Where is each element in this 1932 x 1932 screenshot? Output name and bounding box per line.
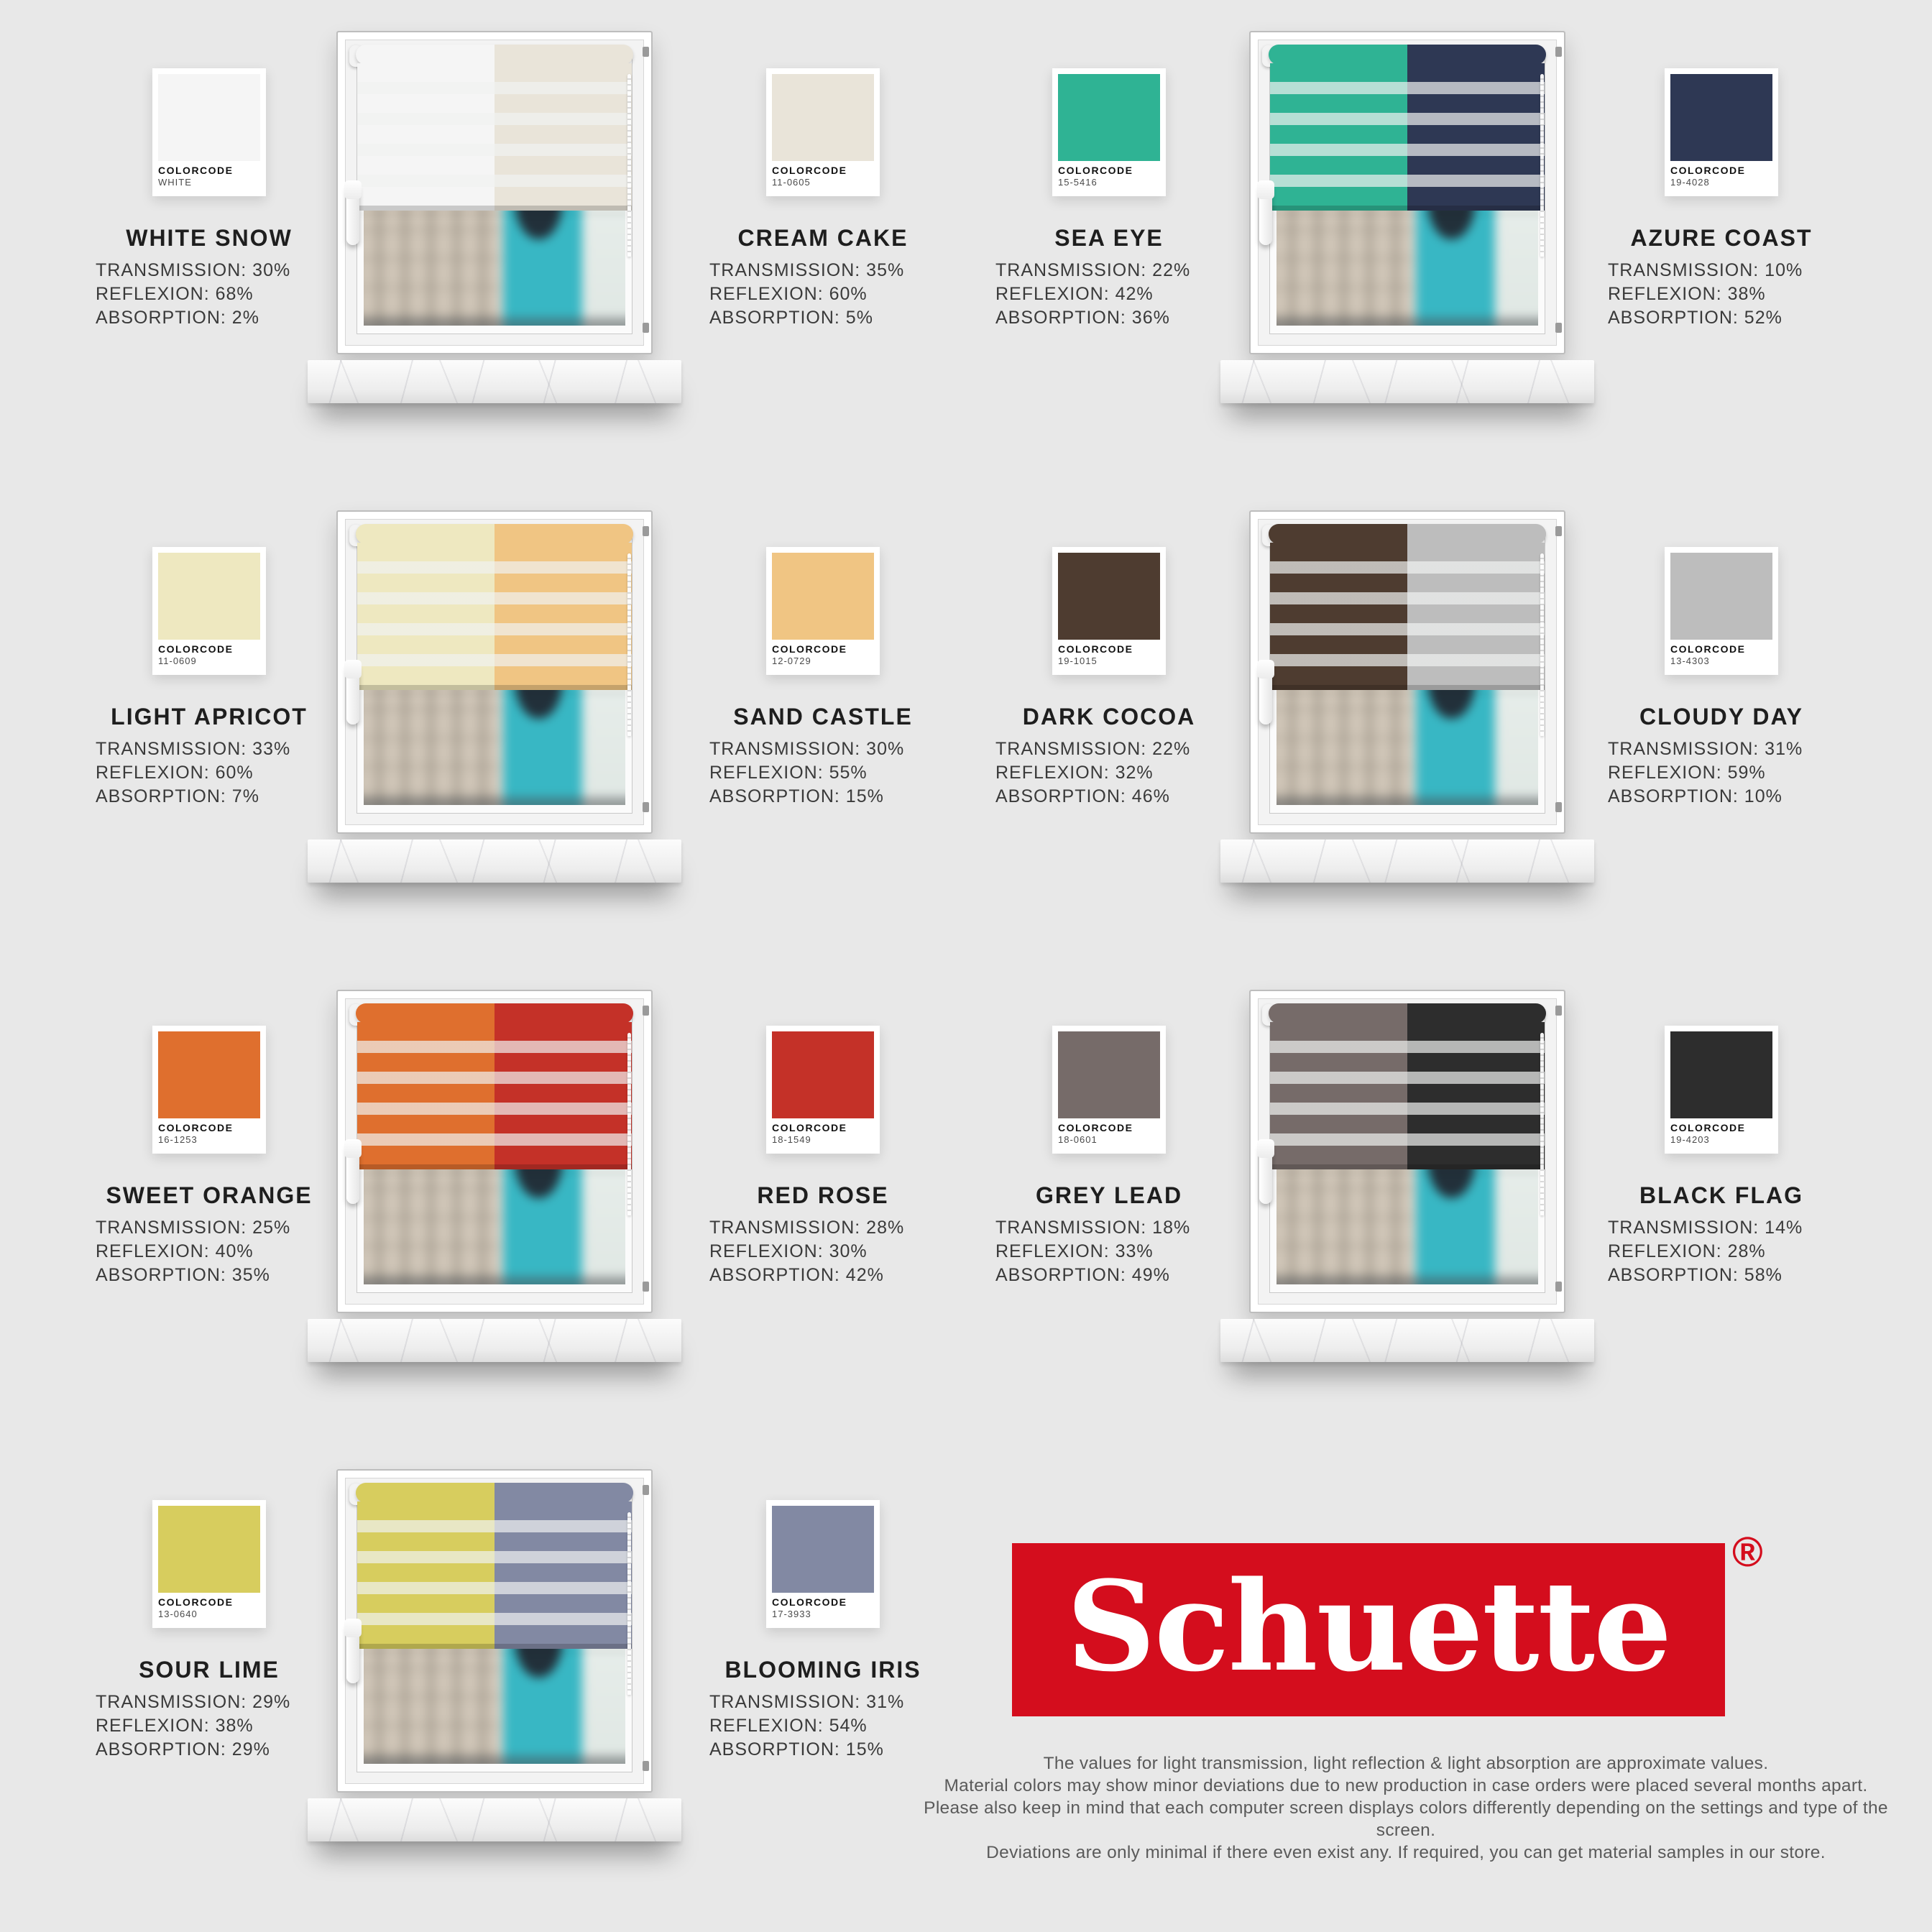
window-preview — [1249, 31, 1565, 354]
color-stats — [994, 1216, 1224, 1287]
stat-reflexion: REFLEXION: 60% — [709, 284, 868, 304]
disclaimer-line: Material colors may show minor deviations due to new production in case orders were placed several months apart. — [944, 1776, 1868, 1795]
blind-chain — [627, 1033, 631, 1216]
colorcode-value: 17-3933 — [772, 1609, 811, 1619]
color-block-grey-lead — [994, 1026, 1224, 1287]
color-block-sea-eye — [994, 68, 1224, 330]
color-swatch — [158, 553, 260, 640]
stat-transmission: TRANSMISSION: 22% — [995, 260, 1191, 280]
stat-reflexion: REFLEXION: 33% — [995, 1241, 1154, 1261]
color-name: SAND CASTLE — [733, 704, 913, 730]
color-swatch — [772, 553, 874, 640]
stat-absorption: ABSORPTION: 15% — [709, 1739, 884, 1760]
color-block-sand-castle — [708, 547, 938, 809]
color-swatch — [1058, 1031, 1160, 1118]
color-block-black-flag — [1606, 1026, 1836, 1287]
blind-roll — [356, 1003, 633, 1024]
color-name: SWEET ORANGE — [106, 1182, 313, 1208]
blind-bottom-bar — [357, 685, 632, 690]
blind-bottom-bar — [357, 1164, 632, 1169]
stat-reflexion: REFLEXION: 28% — [1608, 1241, 1766, 1261]
colorcode-value: 16-1253 — [158, 1134, 198, 1145]
color-swatch — [772, 1506, 874, 1593]
colorcode-value: 13-0640 — [158, 1609, 198, 1619]
color-card — [152, 1026, 266, 1154]
disclaimer-line: The values for light transmission, light reflection & light absorption are approximate values. — [1043, 1754, 1769, 1773]
duo-roller-blind — [1269, 524, 1546, 690]
color-card — [766, 68, 880, 196]
stat-absorption: ABSORPTION: 36% — [995, 308, 1170, 328]
stat-transmission: TRANSMISSION: 25% — [96, 1218, 291, 1238]
blind-bottom-bar — [357, 1644, 632, 1649]
marble-sill — [308, 840, 681, 883]
stat-reflexion: REFLEXION: 68% — [96, 284, 254, 304]
blind-fabric — [357, 543, 632, 685]
color-name: RED ROSE — [757, 1182, 889, 1208]
colorcode-label: COLORCODE — [158, 643, 234, 655]
marble-sill — [308, 1319, 681, 1362]
color-block-white-snow — [94, 68, 324, 330]
stat-reflexion: REFLEXION: 30% — [709, 1241, 868, 1261]
marble-sill — [308, 360, 681, 403]
color-swatch — [772, 74, 874, 161]
blind-roll — [356, 524, 633, 544]
window-hinge — [1555, 526, 1562, 536]
blind-fabric — [1270, 1022, 1545, 1164]
duo-roller-blind — [356, 45, 633, 211]
stat-absorption: ABSORPTION: 46% — [995, 786, 1170, 806]
color-card — [152, 68, 266, 196]
stat-absorption: ABSORPTION: 15% — [709, 786, 884, 806]
color-name: SOUR LIME — [139, 1657, 280, 1683]
blind-roll — [1269, 45, 1546, 65]
window-preview — [336, 31, 653, 354]
colorcode-value: 11-0605 — [772, 177, 811, 188]
stat-reflexion: REFLEXION: 54% — [709, 1716, 868, 1736]
blind-chain — [1540, 74, 1544, 257]
stat-reflexion: REFLEXION: 59% — [1608, 763, 1766, 783]
color-card — [1052, 68, 1166, 196]
stat-transmission: TRANSMISSION: 35% — [709, 260, 905, 280]
duo-roller-blind — [1269, 45, 1546, 211]
duo-roller-blind — [1269, 1003, 1546, 1169]
stat-transmission: TRANSMISSION: 14% — [1608, 1218, 1803, 1238]
color-card — [1665, 547, 1778, 675]
blind-bottom-bar — [1270, 206, 1545, 211]
blind-roll — [1269, 1003, 1546, 1024]
color-name: AZURE COAST — [1630, 225, 1813, 251]
color-stats — [1606, 259, 1836, 330]
stat-absorption: ABSORPTION: 42% — [709, 1265, 884, 1285]
blind-fabric — [357, 1501, 632, 1644]
stat-absorption: ABSORPTION: 35% — [96, 1265, 270, 1285]
window-hinge — [643, 323, 649, 333]
color-block-dark-cocoa — [994, 547, 1224, 809]
colorcode-label: COLORCODE — [772, 643, 847, 655]
window-preview — [336, 1469, 653, 1793]
blind-chain — [627, 553, 631, 737]
stat-reflexion: REFLEXION: 42% — [995, 284, 1154, 304]
color-name: CLOUDY DAY — [1639, 704, 1804, 730]
blind-fabric — [357, 1022, 632, 1164]
blind-chain — [627, 1512, 631, 1696]
colorcode-label: COLORCODE — [772, 1122, 847, 1133]
window-preview — [1249, 510, 1565, 834]
blind-roll — [356, 1483, 633, 1503]
window-hinge — [1555, 1006, 1562, 1016]
colorcode-value: 19-4203 — [1670, 1134, 1710, 1145]
color-stats — [1606, 737, 1836, 809]
blind-chain — [1540, 553, 1544, 737]
window-handle — [1259, 663, 1272, 724]
colorcode-label: COLORCODE — [1670, 643, 1746, 655]
window-hinge — [643, 1485, 649, 1495]
color-card — [152, 547, 266, 675]
color-block-red-rose — [708, 1026, 938, 1287]
window-preview — [1249, 990, 1565, 1313]
blind-bottom-bar — [1270, 1164, 1545, 1169]
window-hinge — [643, 802, 649, 812]
window-hinge — [643, 1282, 649, 1292]
stat-reflexion: REFLEXION: 32% — [995, 763, 1154, 783]
window-hinge — [643, 1761, 649, 1771]
colorcode-value: 18-0601 — [1058, 1134, 1098, 1145]
stat-transmission: TRANSMISSION: 29% — [96, 1692, 291, 1712]
colorcode-label: COLORCODE — [158, 165, 234, 176]
color-swatch — [1670, 74, 1772, 161]
color-name: GREY LEAD — [1035, 1182, 1183, 1208]
color-block-blooming-iris — [708, 1500, 938, 1762]
colorcode-label: COLORCODE — [158, 1122, 234, 1133]
window-hinge — [1555, 1282, 1562, 1292]
stat-absorption: ABSORPTION: 49% — [995, 1265, 1170, 1285]
stat-absorption: ABSORPTION: 58% — [1608, 1265, 1782, 1285]
color-block-cloudy-day — [1606, 547, 1836, 809]
blind-fabric — [357, 63, 632, 206]
colorcode-value: 19-4028 — [1670, 177, 1710, 188]
window-hinge — [643, 526, 649, 536]
blind-chain — [1540, 1033, 1544, 1216]
stat-reflexion: REFLEXION: 40% — [96, 1241, 254, 1261]
window-handle — [1259, 1142, 1272, 1204]
color-block-sweet-orange — [94, 1026, 324, 1287]
color-stats — [994, 737, 1224, 809]
color-swatch — [158, 74, 260, 161]
stat-transmission: TRANSMISSION: 30% — [96, 260, 291, 280]
color-card — [766, 1500, 880, 1628]
colorcode-value: 15-5416 — [1058, 177, 1098, 188]
color-stats — [708, 1216, 938, 1287]
color-swatch — [1058, 74, 1160, 161]
stat-transmission: TRANSMISSION: 18% — [995, 1218, 1191, 1238]
colorcode-label: COLORCODE — [158, 1596, 234, 1608]
stat-absorption: ABSORPTION: 5% — [709, 308, 873, 328]
colorcode-value: WHITE — [158, 177, 192, 188]
stat-absorption: ABSORPTION: 29% — [96, 1739, 270, 1760]
color-stats — [94, 1216, 324, 1287]
marble-sill — [308, 1798, 681, 1841]
window-hinge — [1555, 802, 1562, 812]
color-card — [152, 1500, 266, 1628]
color-card — [1665, 68, 1778, 196]
color-name: BLACK FLAG — [1639, 1182, 1803, 1208]
color-swatch — [1670, 553, 1772, 640]
stat-transmission: TRANSMISSION: 33% — [96, 739, 291, 759]
color-card — [766, 547, 880, 675]
color-name: BLOOMING IRIS — [724, 1657, 921, 1683]
blind-roll — [1269, 524, 1546, 544]
duo-roller-blind — [356, 524, 633, 690]
color-stats — [994, 259, 1224, 330]
stat-transmission: TRANSMISSION: 31% — [1608, 739, 1803, 759]
disclaimer-line: Deviations are only minimal if there even exist any. If required, you can get material samples in our store. — [986, 1843, 1826, 1862]
window-hinge — [1555, 323, 1562, 333]
color-name: CREAM CAKE — [737, 225, 908, 251]
colorcode-label: COLORCODE — [1670, 1122, 1746, 1133]
stat-reflexion: REFLEXION: 60% — [96, 763, 254, 783]
color-block-azure-coast — [1606, 68, 1836, 330]
colorcode-value: 13-4303 — [1670, 656, 1710, 666]
color-block-sour-lime — [94, 1500, 324, 1762]
stat-absorption: ABSORPTION: 2% — [96, 308, 259, 328]
colorcode-value: 11-0609 — [158, 656, 197, 666]
color-swatch — [158, 1031, 260, 1118]
window-hinge — [643, 47, 649, 57]
color-name: LIGHT APRICOT — [111, 704, 308, 730]
color-swatch — [158, 1506, 260, 1593]
colorcode-value: 12-0729 — [772, 656, 811, 666]
color-stats — [708, 1690, 938, 1762]
window-handle — [346, 1142, 359, 1204]
colorcode-label: COLORCODE — [772, 1596, 847, 1608]
color-block-light-apricot — [94, 547, 324, 809]
color-card — [1052, 1026, 1166, 1154]
disclaimer-line: Please also keep in mind that each computer screen displays colors differently depending on the settings and type of the screen. — [924, 1798, 1888, 1840]
marble-sill — [1220, 840, 1594, 883]
colorcode-label: COLORCODE — [1058, 1122, 1133, 1133]
color-stats — [94, 259, 324, 330]
blind-fabric — [1270, 63, 1545, 206]
window-preview — [336, 990, 653, 1313]
schuette-logo — [1012, 1543, 1725, 1716]
color-swatch — [1058, 553, 1160, 640]
color-stats — [708, 259, 938, 330]
stat-reflexion: REFLEXION: 55% — [709, 763, 868, 783]
blind-roll — [356, 45, 633, 65]
window-hinge — [1555, 47, 1562, 57]
color-card — [766, 1026, 880, 1154]
color-name: WHITE SNOW — [126, 225, 293, 251]
schuette-logo-text: Schuette — [1066, 1552, 1671, 1699]
colorcode-value: 18-1549 — [772, 1134, 811, 1145]
blind-chain — [627, 74, 631, 257]
window-handle — [346, 183, 359, 245]
duo-roller-blind — [356, 1483, 633, 1649]
window-handle — [346, 1622, 359, 1683]
window-handle — [1259, 183, 1272, 245]
marble-sill — [1220, 1319, 1594, 1362]
color-name: DARK COCOA — [1022, 704, 1196, 730]
stat-transmission: TRANSMISSION: 31% — [709, 1692, 905, 1712]
color-stats — [708, 737, 938, 809]
color-swatch — [1670, 1031, 1772, 1118]
color-name: SEA EYE — [1054, 225, 1164, 251]
window-preview — [336, 510, 653, 834]
colorcode-label: COLORCODE — [772, 165, 847, 176]
color-stats — [1606, 1216, 1836, 1287]
color-card — [1052, 547, 1166, 675]
colorcode-label: COLORCODE — [1058, 165, 1133, 176]
stat-transmission: TRANSMISSION: 22% — [995, 739, 1191, 759]
color-stats — [94, 1690, 324, 1762]
stat-transmission: TRANSMISSION: 28% — [709, 1218, 905, 1238]
window-handle — [346, 663, 359, 724]
colorcode-label: COLORCODE — [1058, 643, 1133, 655]
color-card — [1665, 1026, 1778, 1154]
duo-roller-blind — [356, 1003, 633, 1169]
disclaimer — [920, 1752, 1892, 1864]
stat-reflexion: REFLEXION: 38% — [1608, 284, 1766, 304]
registered-trademark-icon: ® — [1732, 1529, 1763, 1576]
blind-bottom-bar — [1270, 685, 1545, 690]
stat-transmission: TRANSMISSION: 10% — [1608, 260, 1803, 280]
color-block-cream-cake — [708, 68, 938, 330]
blind-bottom-bar — [357, 206, 632, 211]
blind-fabric — [1270, 543, 1545, 685]
stat-transmission: TRANSMISSION: 30% — [709, 739, 905, 759]
stat-reflexion: REFLEXION: 38% — [96, 1716, 254, 1736]
stat-absorption: ABSORPTION: 7% — [96, 786, 259, 806]
colorcode-value: 19-1015 — [1058, 656, 1098, 666]
color-swatch — [772, 1031, 874, 1118]
color-stats — [94, 737, 324, 809]
window-hinge — [643, 1006, 649, 1016]
marble-sill — [1220, 360, 1594, 403]
stat-absorption: ABSORPTION: 52% — [1608, 308, 1782, 328]
stat-absorption: ABSORPTION: 10% — [1608, 786, 1782, 806]
colorcode-label: COLORCODE — [1670, 165, 1746, 176]
